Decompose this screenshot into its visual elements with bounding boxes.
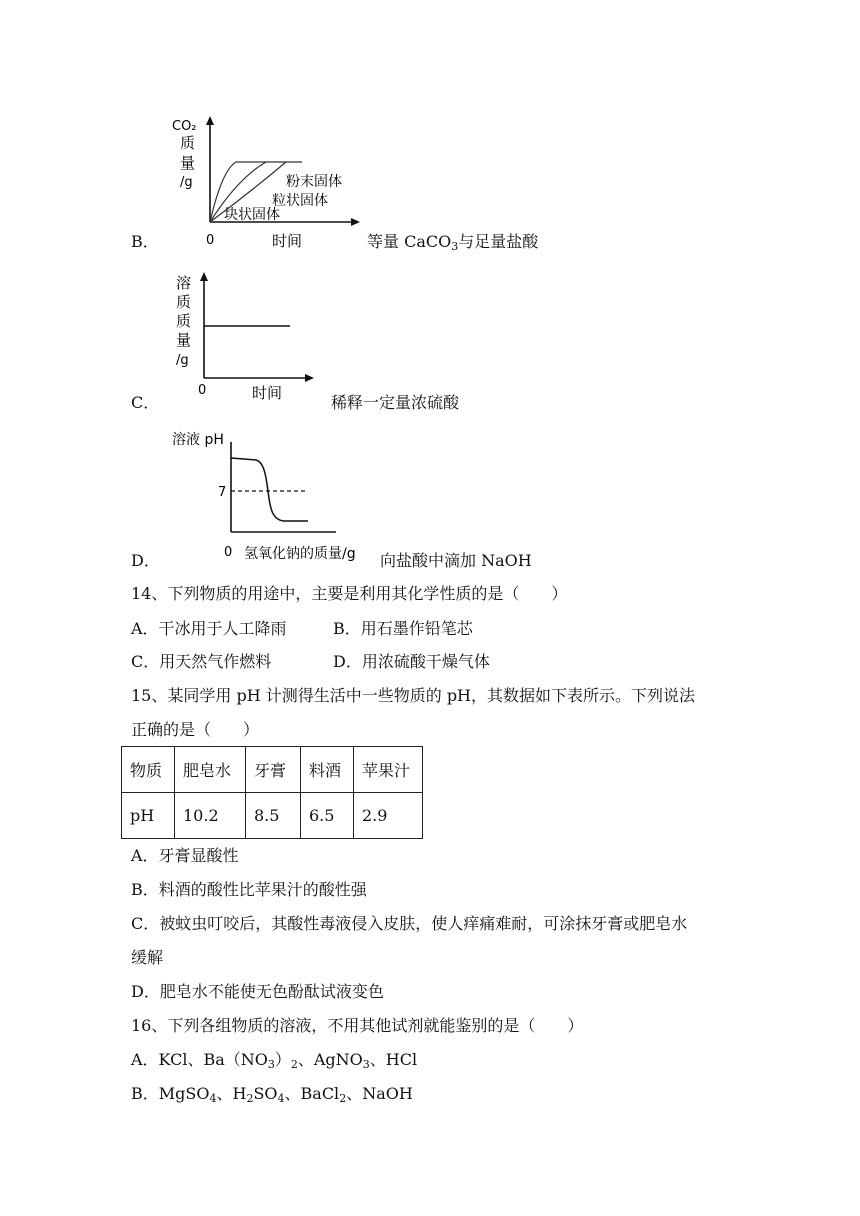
origin-label: 0: [198, 383, 207, 398]
formula-part: 、AgNO: [297, 1050, 363, 1069]
y-label-3: 质: [176, 312, 192, 330]
formula-part: 、H: [216, 1084, 247, 1103]
option-b-letter: B．: [131, 232, 159, 251]
q15-stem-line2: 正确的是（ ）: [131, 720, 260, 739]
y-label: 溶液 pH: [172, 432, 224, 448]
option-c-caption: 稀释一定量浓硫酸: [331, 393, 460, 412]
formula-sub: 2: [246, 1092, 254, 1105]
origin-label: 0: [206, 233, 215, 248]
formula-part: B．MgSO: [131, 1084, 210, 1103]
formula-part: SO: [253, 1084, 278, 1103]
curve-label-granular: 粒状固体: [272, 193, 328, 209]
table-cell: 6.5: [301, 793, 354, 839]
q14-option-c: C．用天然气作燃料: [131, 652, 272, 671]
co2-mass-graph: [168, 112, 368, 252]
table-cell: 10.2: [175, 793, 246, 839]
table-cell: 料酒: [301, 747, 354, 793]
table-cell: 苹果汁: [354, 747, 423, 793]
y-axis-arrow: [200, 272, 208, 281]
q14-option-a: A．干冰用于人工降雨: [131, 619, 287, 638]
q14-option-b: B．用石墨作铅笔芯: [333, 619, 473, 638]
option-c-letter: C．: [131, 393, 160, 412]
caption-b-end: 与足量盐酸: [458, 232, 539, 251]
x-label: 时间: [252, 384, 283, 402]
q16-stem: 16、下列各组物质的溶液，不用其他试剂就能鉴别的是（ ）: [131, 1016, 584, 1035]
x-label: 氢氧化钠的质量/g: [244, 546, 356, 562]
option-b-caption: [367, 232, 538, 252]
y-label-2: 质: [176, 293, 192, 311]
origin-label: 0: [224, 545, 233, 560]
q15-option-d: D．肥皂水不能使无色酚酞试液变色: [131, 982, 384, 1001]
option-d-letter: D．: [131, 551, 160, 570]
y-label-1: 溶: [176, 274, 192, 292]
formula-part: 、HCl: [369, 1050, 418, 1069]
formula-sub: 2: [290, 1058, 298, 1071]
y-label-5: /g: [176, 353, 189, 368]
ph-table: [121, 746, 423, 839]
formula-part: 、BaCl: [284, 1084, 340, 1103]
caption-b-main: 等量 CaCO: [367, 232, 452, 251]
y-label-2: 量: [180, 154, 196, 172]
q15-option-a: A．牙膏显酸性: [131, 846, 239, 865]
formula-sub: 3: [362, 1058, 370, 1071]
table-row: [122, 793, 423, 839]
table-cell: 牙膏: [246, 747, 301, 793]
formula-sub: 4: [277, 1092, 285, 1105]
table-cell: 肥皂水: [175, 747, 246, 793]
q14-stem: 14、下列物质的用途中，主要是利用其化学性质的是（ ）: [131, 584, 568, 603]
table-cell: pH: [122, 793, 175, 839]
formula-sub: 4: [209, 1092, 217, 1105]
formula-sub: 2: [339, 1092, 347, 1105]
q15-option-c-line2: 缓解: [131, 948, 164, 967]
table-cell: 8.5: [246, 793, 301, 839]
q14-option-d: D．用浓硫酸干燥气体: [333, 652, 490, 671]
y-label-1: 质: [180, 134, 196, 152]
solute-mass-graph: [168, 266, 328, 406]
q16-option-b: [131, 1084, 413, 1104]
y-axis-arrow: [206, 116, 214, 125]
y-label-3: /g: [180, 175, 193, 190]
table-cell: 2.9: [354, 793, 423, 839]
formula-sub: 3: [267, 1058, 275, 1071]
q15-stem-line1: 15、某同学用 pH 计测得生活中一些物质的 pH，其数据如下表所示。下列说法: [131, 686, 696, 705]
y-label-co2: CO₂: [172, 119, 197, 134]
q15-option-c-line1: C．被蚊虫叮咬后，其酸性毒液侵入皮肤，使人痒痛难耐，可涂抹牙膏或肥皂水: [131, 914, 688, 933]
q16-option-a: [131, 1050, 417, 1070]
q15-option-b: B．料酒的酸性比苹果汁的酸性强: [131, 880, 367, 899]
ph-curve-graph: [168, 424, 378, 566]
y-label-4: 量: [176, 331, 192, 349]
formula-part: ）: [274, 1050, 291, 1069]
formula-part: A．KCl、Ba（NO: [131, 1050, 268, 1069]
tick-7: 7: [218, 485, 227, 500]
curve-label-lump: 块状固体: [224, 207, 280, 223]
formula-part: 、NaOH: [346, 1084, 413, 1103]
caption-b-sub: 3: [451, 240, 459, 253]
x-label: 时间: [272, 232, 303, 250]
curve-label-powder: 粉末固体: [286, 174, 342, 190]
option-d-caption: 向盐酸中滴加 NaOH: [380, 551, 532, 570]
x-axis-arrow: [351, 218, 360, 226]
ph-curve: [231, 458, 308, 521]
x-axis-arrow: [305, 374, 314, 382]
table-cell: 物质: [122, 747, 175, 793]
table-header-row: [122, 747, 423, 793]
